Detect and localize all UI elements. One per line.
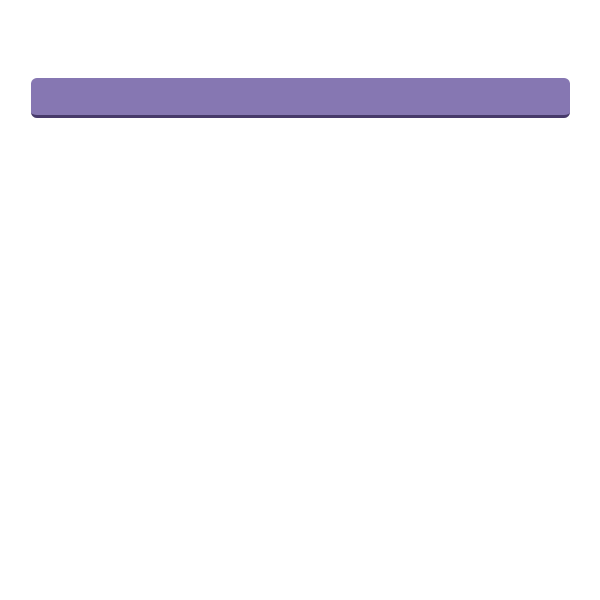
product-banner bbox=[31, 78, 570, 118]
